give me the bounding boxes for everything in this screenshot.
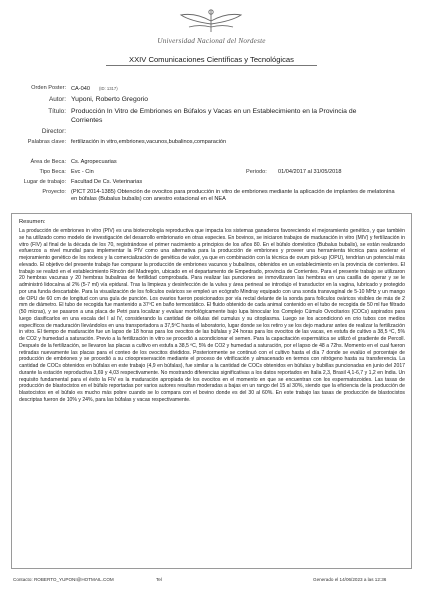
periodo-label: Periodo: — [246, 169, 267, 175]
title-divider — [106, 65, 317, 66]
field-label: Lugar de trabajo: — [23, 179, 66, 185]
resumen-label: Resumen: — [19, 219, 46, 225]
field-label: Título: — [48, 108, 66, 115]
university-name: Universidad Nacional del Nordeste — [157, 37, 266, 45]
work-title: Producción In Vitro de Embriones en Búfalos y Vacas en un Establecimiento en la Provincia de Corrientes — [71, 108, 357, 124]
tipo-beca-value: Evc - Cin — [71, 169, 94, 175]
field-label: Director: — [41, 128, 66, 135]
field-value — [71, 85, 118, 93]
field-label: Proyecto: — [42, 189, 66, 195]
area-value: Cs. Agropecuarias — [71, 159, 117, 165]
field-label: Área de Beca: — [30, 159, 66, 165]
field-label: Palabras clave: — [27, 139, 66, 145]
resumen-box — [11, 213, 412, 569]
university-logo-icon — [166, 7, 256, 35]
resumen-text: La producción de embriones in vitro (PIV) es una biotecnología reproductiva que impacta los sistemas ganaderos favoreciendo el mejoramiento genético, y que también se ha utilizado como modelo de investigación del desarrollo embrionario en otras especies. En bovinos, se iniciaron trabajos de maduración in vitro (MIV) y fertilización in vitro (FIV) al final de la década de los 70, registrándose el primer nacimiento a principios de los años 80. En el búfalo doméstico (Bubalus bubalis), se están realizando esfuerzos a nivel mundial para implementar la PIV como una alternativa para la producción de embriones y proveer una herramienta técnica para acelerar el mejoramiento genético de los rodeos y la comercialización de genética de valor, ya que en combinación con la técnica de ovum pick-up (OPU), tendrían un potencial más elevado. El objetivo del presente trabajo fue comparar la producción de embriones vacunos y bubalinos, obtenidos en un establecimiento en la provincia de corrientes. El trabajo se realizó en el establecimiento Rincón del Madregón, ubicado en el departamento de Empedrado, provincia de Corrientes. Para el presente trabajo se utilizaron 20 hembras vacunas y 20 hembras bubalinas de fertilidad comprobada. Para realizar las punciones se inmovilizaron las hembras en una casilla de operar y se le administró lidocaína al 2% (5-7 ml) vía epidural. Tras la limpieza y desinfección de la vulva y área perineal se introdujo el transductor en la vagina, lubricado y protegido por una funda descartable. Para la visualización de los folículos ováricos se empleó un ecógrafo Mindray equipado con una sonda transvaginal de 5-10 MHz y un mango de OPU de 60 cm de longitud con una guía de punción. Los ovarios fueron posicionados por vía rectal delante de la sonda para folículos ováricos visibles de más de 2 mm de diámetro. El tubo de recogida fue mantenido a 37ºC en baño termostático. El fluido obtenido de cada animal contenido en el tubo de recogida de 50 ml fue filtrado (50 micras), y se pasaron a una placa de Petri para localizar y evaluar morfológicamente bajo lupa binocular los Complejo Cúmulo Ovocitarios (COCs) aspirados para luego clasificarlos en una escala del I al IV, considerando la cantidad de células del cumulus y su citoplasma. Luego se los acondicionó en crio tubos con medios específicos de maduración llevándolos en una transportadora a 37,5ºC hasta el laboratorio, lugar donde se los retiro y se los dejo madurar antes de realizar la fertilización in vitro. El tiempo de maduración fue un lapso de 18 horas para los ovocitos de las búfalas y 24 horas para los ovocitos de las vacas, en estufa de cultivo a 38,5 ºC, 5% de CO2 y humedad a saturación. Previo a la fertilización in vitro se procedió a acondicionar el semen. Para la capacitación espermática se utilizó el gradiente de Percoll. Después de la fertilización, se llevaron las placas a cultivo en estufa a 38,5 ºC, 5% de CO2 y humedad a saturación, por el lapso de 48 a 72hs. Momento en el cual fueron retiradas nuevamente las placas para el conteo de los ovocitos divididos. Posteriormente se continuó con el cultivo hasta el día 7 donde se evalúo el porcentaje de producción de embriones y se procedió a su crioopreservación mediante el proceso de vitrificación y almacenado en termos con nitrógeno hasta su transferencia. La cantidad de COCs obtenidos en búfalas en este trabajo (4,9 en búfalas), fue similar a la cantidad de COCs obtenidos en búfalas y bubillas puncionadas en junio del 2017 durante la estación reproductiva 3,69 y 4,03 respectivamente. No mostrando diferencias significativas a los datos reportados en Italia 2,3, Brasil 4,1-6,7 y 1,2 en India. Un requisito fundamental para el éxito la FIV es la maduración apropiada de los ovocitos en el momento en que se encuentran con los espermatozoides. Las tasas de producción de blastocistos en el búfalo reportadas por varios autores resultan moderadas a bajas en un rango del 15 al 30%, siendo que la eficiencia de la producción de blastocistos en el búfalo es mucho más pobre cuando se lo compara con el bovino donde es del 30 al 60%. En este trabajo las tasas de producción de blastocistos descriptas fueron de 10% y 24%, para las búfalas y vacas respectivamente. — [19, 228, 405, 403]
field-label: Tipo Beca: — [39, 169, 66, 175]
lugar-value: Facultad De Cs. Veterinarias — [71, 179, 143, 185]
proyecto-value: (PICT 2014-1385) Obtención de ovocitos para producción in vitro de embriones mediante la aplicación de implantes de melatonina en búfalas (Bubalus bubalis) con anestro estacional en el NEA — [71, 189, 395, 203]
conference-title: XXIV Comunicaciones Científicas y Tecnológicas — [129, 55, 294, 64]
footer-tel: Tel — [156, 577, 162, 582]
author-name: Yuponi, Roberto Gregorio — [71, 96, 149, 103]
keywords-value: fertilización in vitro,embriones,vacunos,bubalinos,comparación — [71, 139, 227, 145]
orden-poster-value: CA-040 — [71, 86, 90, 92]
field-label: Orden Poster: — [31, 85, 66, 91]
footer-generado: Generado el 14/06/2023 a las 12:36 — [313, 577, 387, 582]
footer-contacto: Contacto: ROBERTO_YUPONI@HOTMAIL.COM — [13, 577, 114, 582]
field-label: Autor: — [48, 96, 66, 103]
poster-id: (ID: 1317) — [98, 86, 118, 91]
periodo-value: 01/04/2017 al 31/05/2018 — [278, 169, 342, 175]
